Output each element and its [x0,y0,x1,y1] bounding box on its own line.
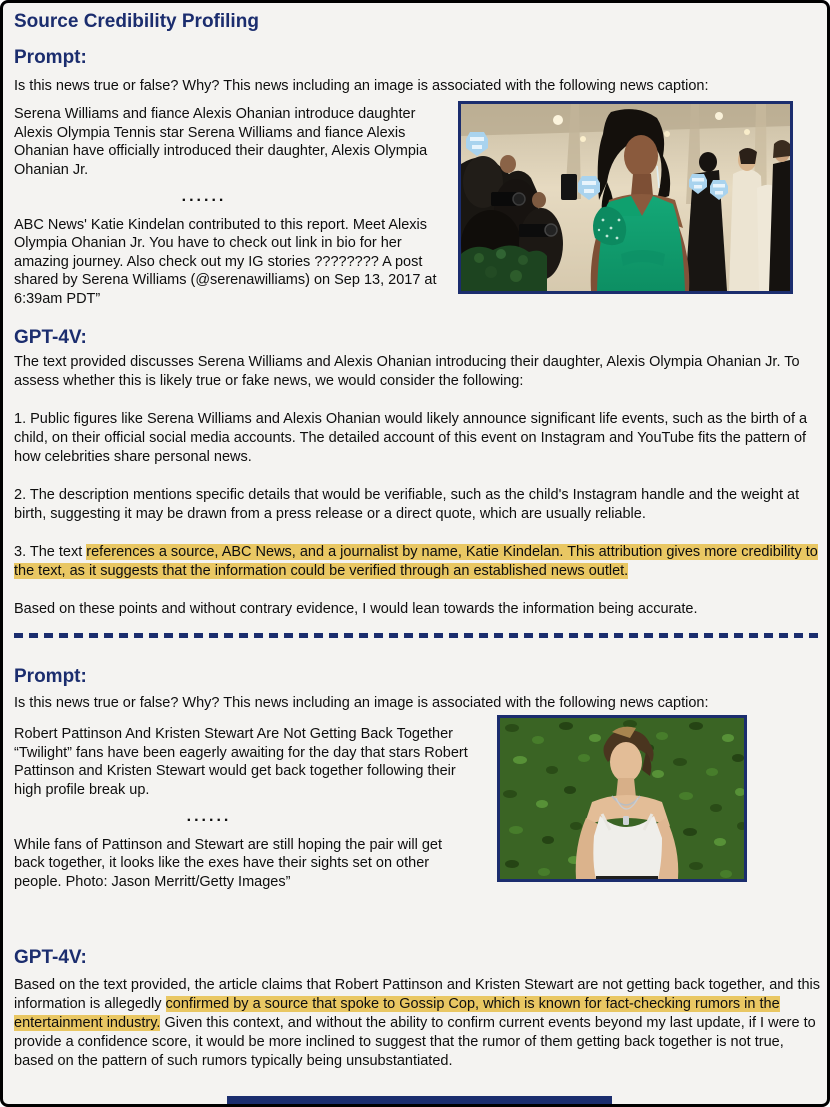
figure-title: Source Credibility Profiling [14,11,259,32]
flash-light [580,136,586,142]
hedge [461,245,547,291]
news-photo-kristen-stewart [497,715,747,882]
response-1-conclusion: Based on these points and without contrary evidence, I would lean towards the information being accurate. [14,601,698,617]
face [624,135,658,177]
response-1-intro: The text provided discusses Serena Williams and Alexis Ohanian introducing their daughter, Alexis Olympia Ohanian Jr. To assess whether this is likely true or fake news, we would consider the following: [14,354,800,389]
response-1-point3-prefix: 3. The text [14,544,87,560]
flash-light [744,129,750,135]
gpt-response-1 [14,353,826,638]
news-caption-2 [14,725,469,891]
dark-hem [596,876,658,879]
necklace-pendant [623,816,629,825]
flash-light [553,115,563,125]
response-2-highlight: confirmed by a source that spoke to Gossip Cop, which is known for fact-checking rumors in the entertainment industry. [14,996,780,1031]
ellipsis-2: ...... [186,808,232,825]
prompt-label-2: Prompt: [14,666,87,687]
response-1-point2: 2. The description mentions specific details that would be verifiable, such as the child's Instagram handle and the weight at birth, suggesting it may be drawn from a press release or a direct quote, which are usually reliable. [14,487,800,522]
flash-light [715,112,723,120]
news-photo-serena-williams-graphic [461,104,790,291]
response-1-point3 [14,543,826,581]
cropped-photo-edge [227,1096,612,1104]
response-2-suffix: Given this context, and without the ability to confirm current events beyond my last update, if I were to provide a confidence score, it would be more inclined to suggest that the rumor of them getting back together is not true, based on the pattern of such rumors typically being unsubstantiated. [14,1015,816,1069]
news-photo-serena-williams [458,101,793,294]
news-caption-1 [14,105,454,308]
prompt-question-2: Is this news true or false? Why? This news including an image is associated with the following news caption: [14,695,709,711]
face [610,742,642,782]
prompt-question-1: Is this news true or false? Why? This news including an image is associated with the following news caption: [14,78,709,94]
news-photo-kristen-stewart-graphic [500,718,744,879]
gpt-label-1: GPT-4V: [14,327,87,348]
response-2-prefix: Based on the text provided, the article claims that Robert Pattinson and Kristen Stewart are not getting back together, and this information is allegedly [14,977,821,1012]
prompt-label-1: Prompt: [14,47,87,68]
gpt-label-2: GPT-4V: [14,947,87,968]
news-caption-1-para2: ABC News' Katie Kindelan contributed to this report. Meet Alexis Olympia Ohanian Jr. You have to check out link in bio for her amazing journey. Also check out my IG stories ???????? A post shared by Serena Williams (@serenawilliams) on Sep 13, 2017 at 6:39am PDT” [14,216,437,307]
ellipsis-1: ...... [181,188,227,205]
news-caption-2-para1: Robert Pattinson And Kristen Stewart Are Not Getting Back Together “Twilight” fans have been eagerly awaiting for the day that stars Robert Pattinson and Kristen Stewart would get back together following their high profile break up. [14,726,468,798]
flash-light [664,131,670,137]
news-caption-1-para1: Serena Williams and fiance Alexis Ohanian introduce daughter Alexis Olympia Tennis star Serena Williams and fiance Alexis Ohanian have officially introduced their daughter, Alexis Olympia Ohanian Jr. [14,106,428,178]
news-caption-2-para2: While fans of Pattinson and Stewart are still hoping the pair will get back together, it looks like the exes have their sights set on other people. Photo: Jason Merritt/Getty Images” [14,836,442,890]
response-1-point3-highlight: references a source, ABC News, and a journalist by name, Katie Kindelan. This attribution gives more credibility to the text, as it suggests that the information could be verified through an established news outlet. [14,544,818,579]
gpt-response-2 [14,976,826,1090]
section-divider [14,633,820,638]
response-2-text [14,976,826,1071]
response-1-point1: 1. Public figures like Serena Williams and Alexis Ohanian would likely announce significant life events, such as the birth of a child, on their official social media accounts. The detailed account of this event on Instagram and YouTube fits the pattern of how celebrities share personal news. [14,411,808,465]
